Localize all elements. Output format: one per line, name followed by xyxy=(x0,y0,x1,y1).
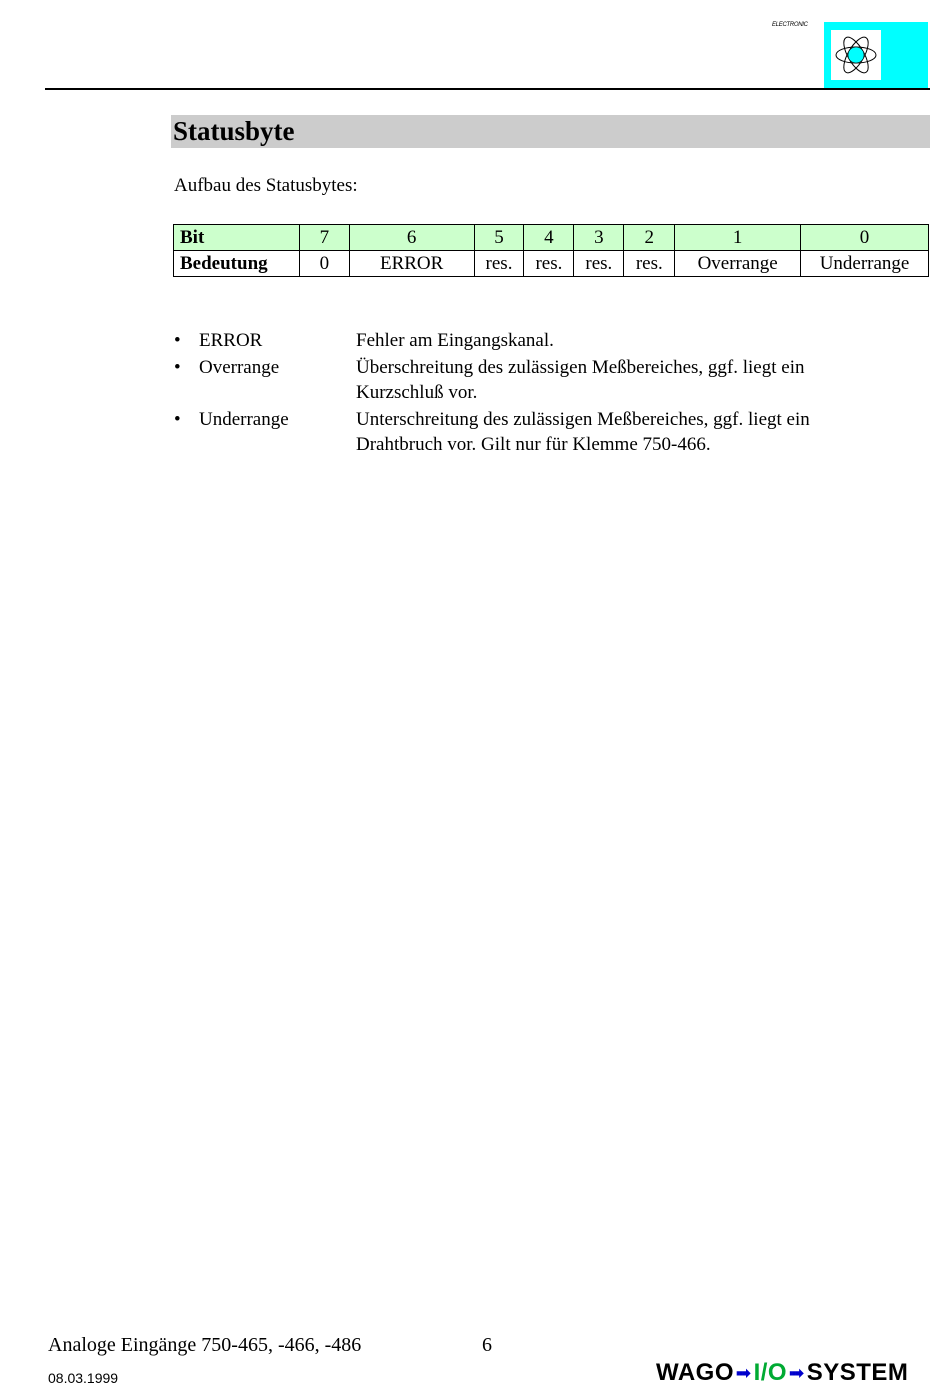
definition-term: Underrange xyxy=(199,409,289,430)
bit-cell: 0 xyxy=(801,225,929,251)
meaning-row xyxy=(174,251,929,277)
section-title: Statusbyte xyxy=(171,115,930,148)
bit-cell: 2 xyxy=(624,225,675,251)
bullet-icon: • xyxy=(174,357,181,378)
bit-cell: 6 xyxy=(349,225,474,251)
definition-description: Fehler am Eingangskanal. xyxy=(356,330,554,351)
brand-logo xyxy=(656,1359,908,1387)
brand-wago: WAGO xyxy=(656,1359,734,1386)
footer-title: Analoge Eingänge 750-465, -466, -486 xyxy=(48,1334,362,1356)
definition-list xyxy=(174,328,894,457)
meaning-cell: res. xyxy=(524,251,574,277)
meaning-cell: res. xyxy=(474,251,524,277)
definition-description: Unterschreitung des zulässigen Meßbereiches, ggf. liegt ein Drahtbruch vor. Gilt nur für Klemme 750-466. xyxy=(356,409,810,455)
definition-description: Überschreitung des zulässigen Meßbereiches, ggf. liegt ein Kurzschluß vor. xyxy=(356,357,805,403)
bit-cell: 7 xyxy=(299,225,349,251)
brand-io: I/O xyxy=(753,1359,788,1386)
bit-cell: 4 xyxy=(524,225,574,251)
intro-text: Aufbau des Statusbytes: xyxy=(174,175,358,196)
meaning-cell: ERROR xyxy=(349,251,474,277)
definition-item xyxy=(174,407,894,457)
header-logo-text: ELECTRONIC xyxy=(772,22,808,28)
bit-row xyxy=(174,225,929,251)
atom-icon xyxy=(831,30,881,80)
row-label-bit: Bit xyxy=(174,225,300,251)
meaning-cell: res. xyxy=(624,251,675,277)
bit-cell: 1 xyxy=(675,225,801,251)
bit-cell: 5 xyxy=(474,225,524,251)
meaning-cell: 0 xyxy=(299,251,349,277)
footer-date: 08.03.1999 xyxy=(48,1370,119,1386)
meaning-cell: Underrange xyxy=(801,251,929,277)
definition-item xyxy=(174,355,894,405)
arrow-right-icon: ➟ xyxy=(789,1362,805,1383)
header-logo xyxy=(824,22,928,88)
row-label-meaning: Bedeutung xyxy=(174,251,300,277)
page-number: 6 xyxy=(482,1334,492,1356)
definition-term: ERROR xyxy=(199,330,263,351)
definition-term: Overrange xyxy=(199,357,280,378)
definition-item xyxy=(174,328,894,353)
arrow-right-icon: ➟ xyxy=(736,1362,752,1383)
bullet-icon: • xyxy=(174,330,181,351)
brand-system: SYSTEM xyxy=(806,1359,909,1386)
bullet-icon: • xyxy=(174,409,181,430)
meaning-cell: res. xyxy=(574,251,624,277)
bit-cell: 3 xyxy=(574,225,624,251)
status-table xyxy=(173,224,929,277)
header-rule xyxy=(45,88,930,90)
meaning-cell: Overrange xyxy=(675,251,801,277)
